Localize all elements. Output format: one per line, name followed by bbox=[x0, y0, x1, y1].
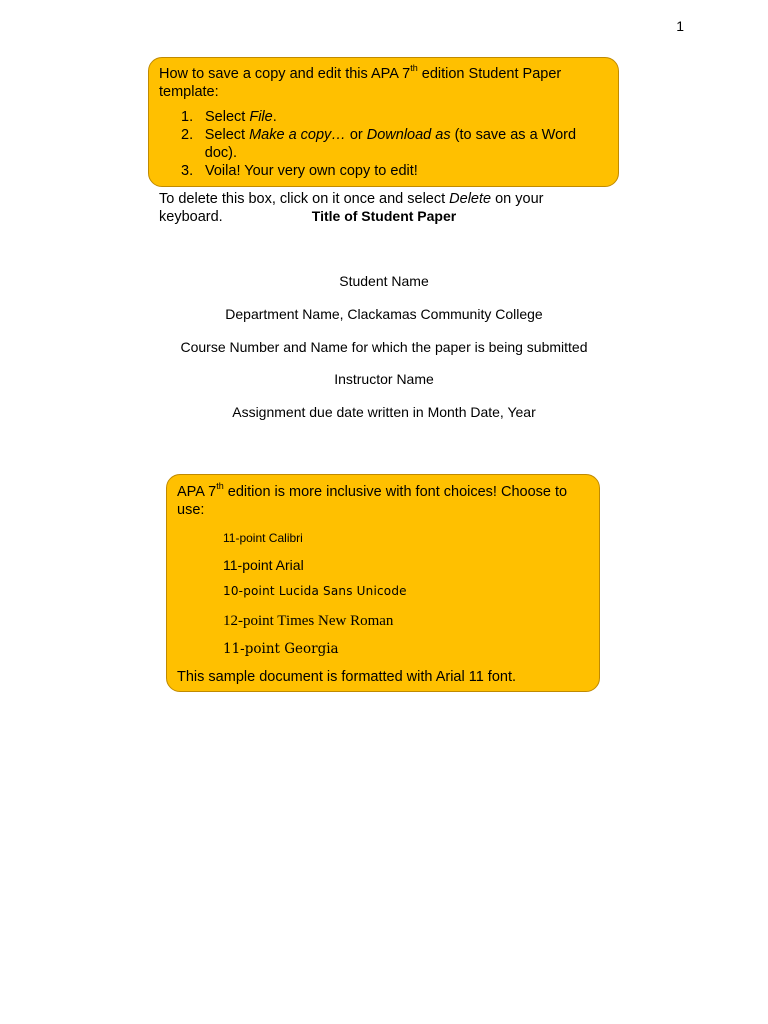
delete-box-note: To delete this box, click on it once and select Delete on your keyboard. bbox=[159, 191, 544, 225]
due-date: Assignment due date written in Month Date, Year bbox=[232, 404, 536, 420]
paper-title: Title of Student Paper bbox=[311, 208, 457, 224]
font-choices-callout[interactable] bbox=[166, 474, 600, 692]
font-option-times: 12-point Times New Roman bbox=[223, 613, 394, 629]
save-steps-list bbox=[159, 108, 608, 180]
font-choices-heading: APA 7th edition is more inclusive with font choices! Choose to use: bbox=[177, 481, 568, 518]
instructor-name: Instructor Name bbox=[334, 371, 434, 387]
font-option-lucida: 10-point Lucida Sans Unicode bbox=[223, 584, 407, 598]
save-instructions-heading: How to save a copy and edit this APA 7th edition Student Paper template: bbox=[159, 63, 562, 100]
font-option-georgia: 11-point Georgia bbox=[223, 641, 339, 657]
page-number: 1 bbox=[676, 18, 684, 34]
font-option-arial: 11-point Arial bbox=[223, 557, 304, 573]
list-item: 3. Voila! Your very own copy to edit! bbox=[181, 163, 418, 179]
department-name: Department Name, Clackamas Community College bbox=[225, 306, 543, 322]
font-sample-note: This sample document is formatted with Arial 11 font. bbox=[177, 669, 517, 685]
font-option-calibri: 11-point Calibri bbox=[223, 531, 303, 545]
list-item: 1. Select File. bbox=[181, 109, 277, 125]
list-item: 2. Select Make a copy… or Download as (to save as a Word doc). bbox=[181, 127, 577, 161]
course-name: Course Number and Name for which the paper is being submitted bbox=[180, 339, 588, 355]
font-options-list bbox=[177, 529, 589, 658]
student-name: Student Name bbox=[339, 273, 429, 289]
